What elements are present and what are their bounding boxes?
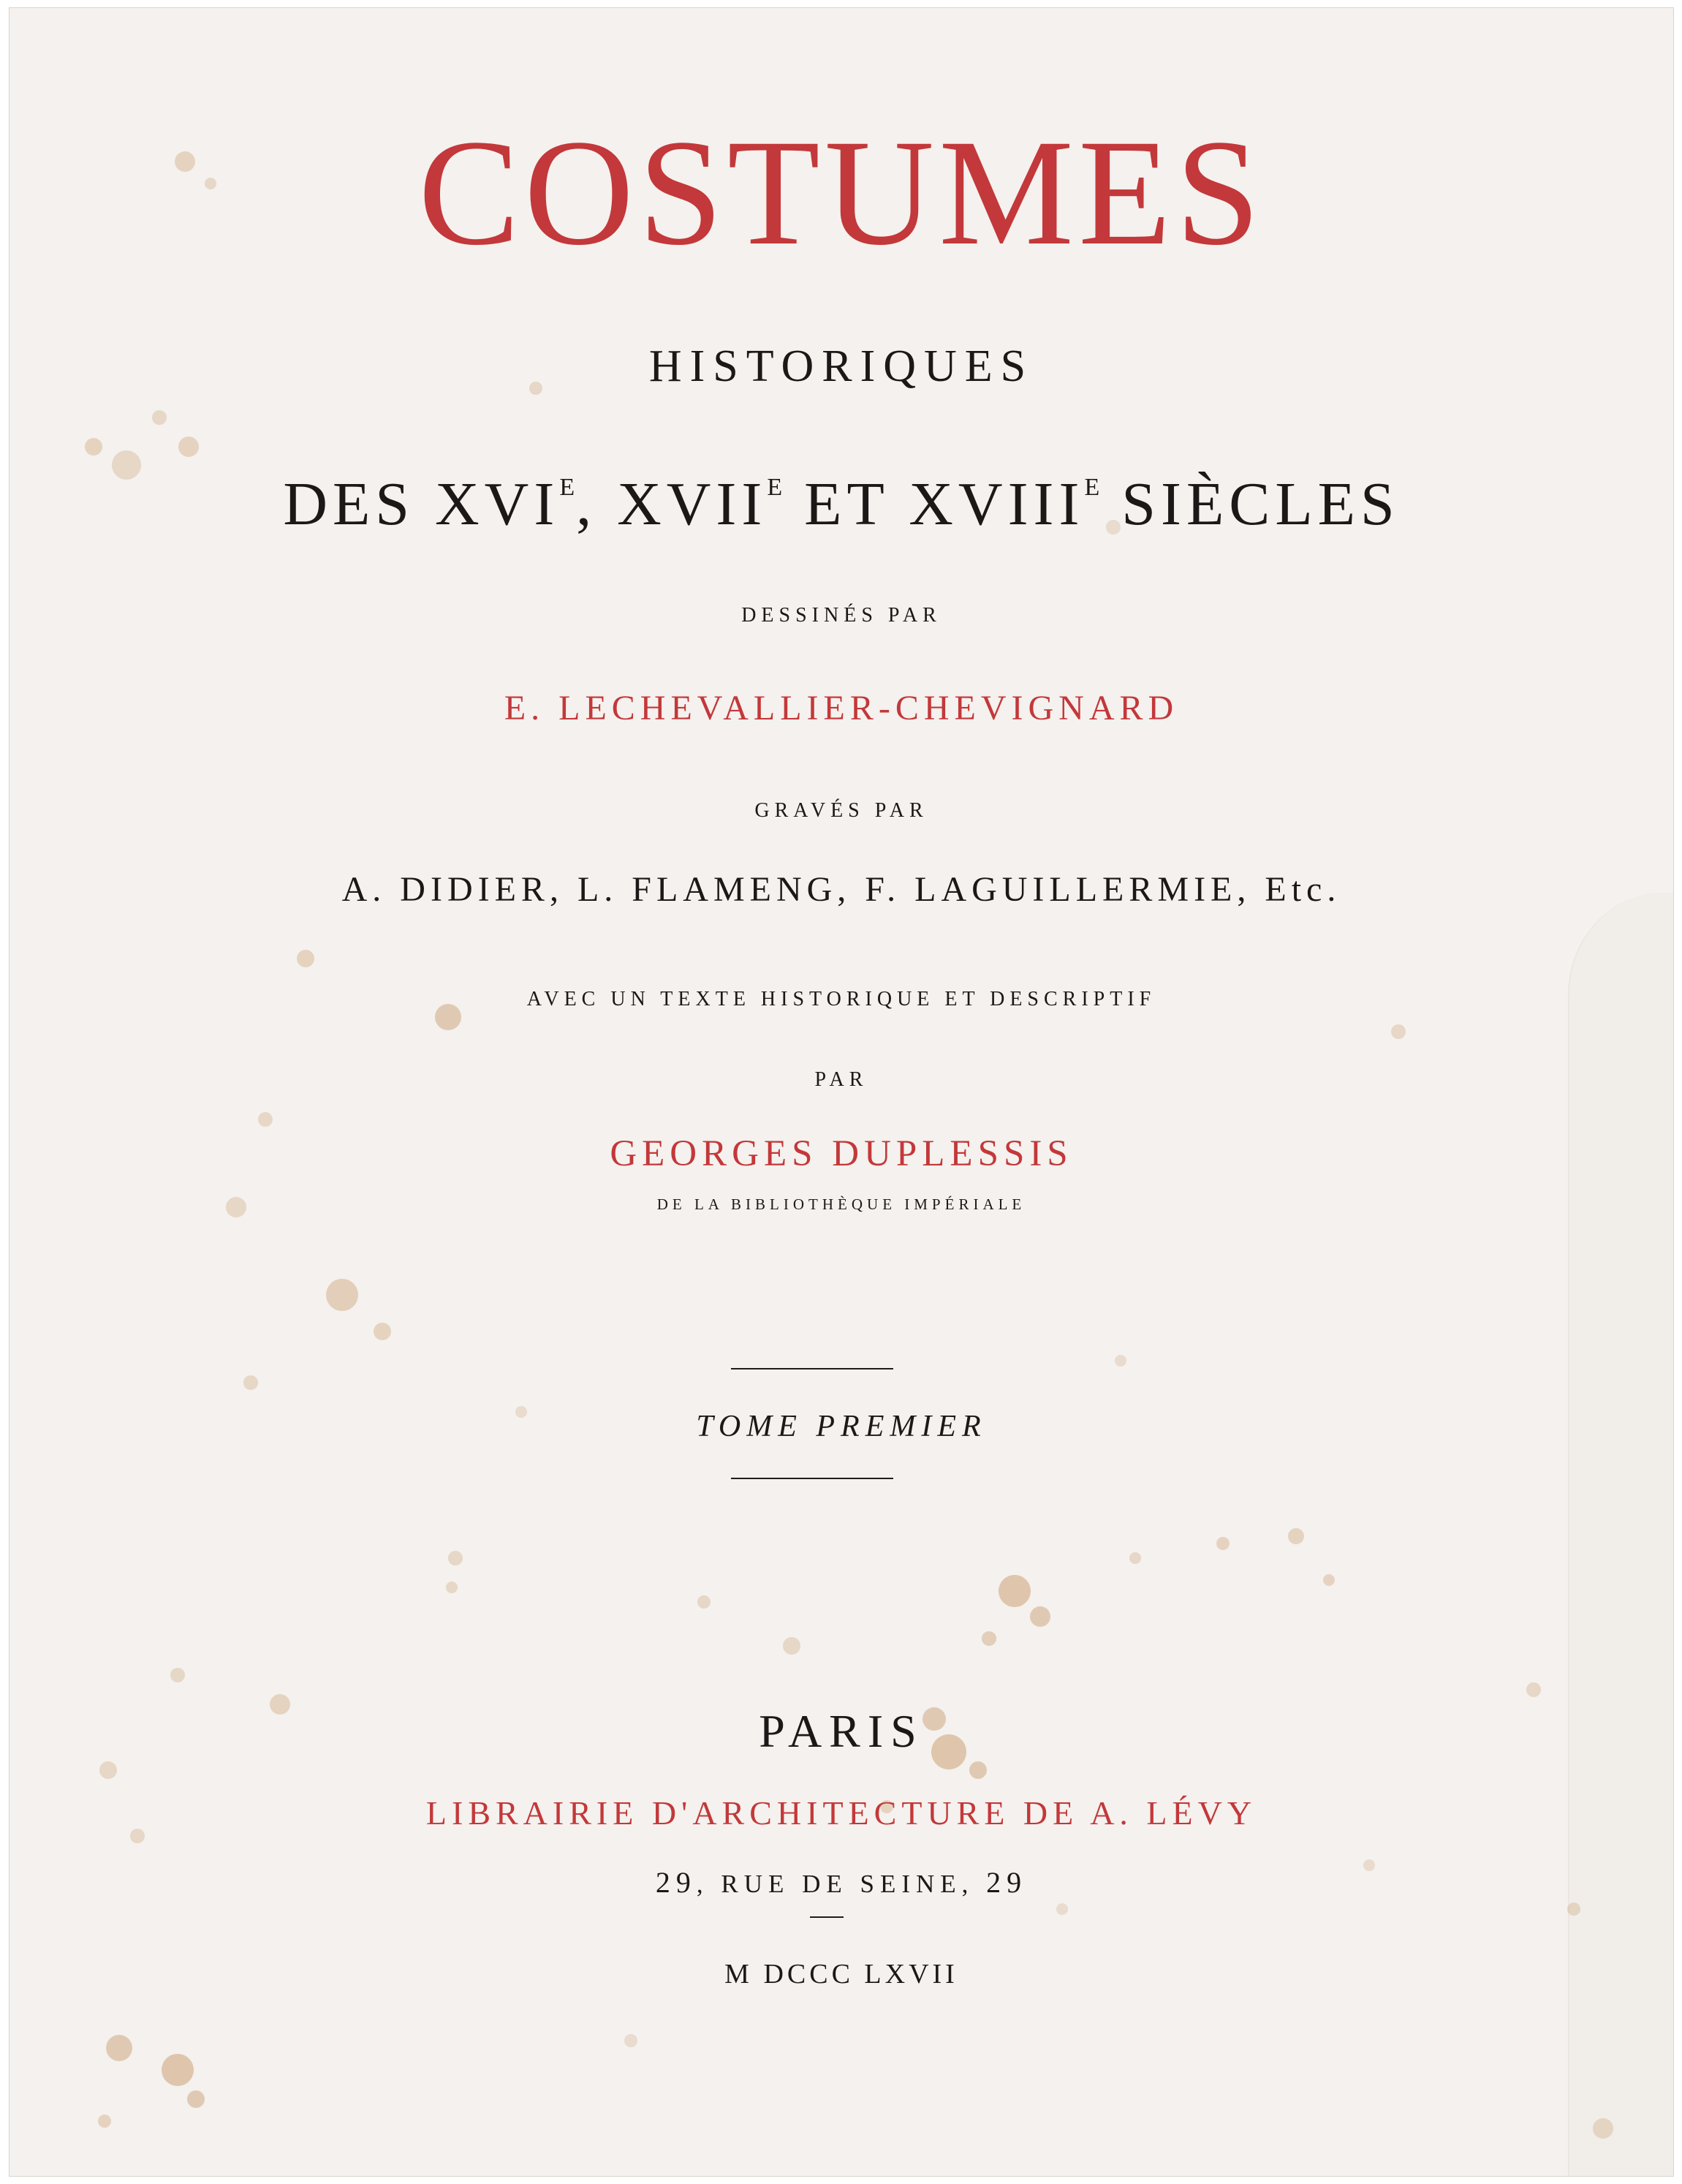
drawn-by-label: DESSINÉS PAR bbox=[741, 604, 942, 627]
centuries-part: ET XVIII bbox=[784, 470, 1085, 538]
book-subtitle: HISTORIQUES bbox=[648, 341, 1034, 391]
divider-top bbox=[731, 1368, 893, 1369]
centuries-part: DES XVI bbox=[283, 470, 560, 538]
street-number: 29 bbox=[986, 1866, 1028, 1899]
superscript: E bbox=[559, 474, 577, 501]
illustrator-name: E. LECHEVALLIER-CHEVIGNARD bbox=[504, 689, 1179, 728]
street-name: , RUE DE SEINE, bbox=[696, 1870, 987, 1898]
divider-short bbox=[810, 1916, 844, 1918]
publication-year: M DCCC LXVII bbox=[724, 1959, 958, 1990]
publisher-name: LIBRAIRIE D'ARCHITECTURE DE A. LÉVY bbox=[425, 1794, 1257, 1832]
author-name: GEORGES DUPLESSIS bbox=[610, 1133, 1073, 1174]
centuries-part: , XVII bbox=[576, 470, 768, 538]
publication-city: PARIS bbox=[759, 1705, 924, 1757]
centuries-heading bbox=[10, 469, 1673, 540]
superscript: E bbox=[767, 474, 784, 501]
engraved-by-label: GRAVÉS PAR bbox=[754, 799, 928, 822]
author-affiliation: DE LA BIBLIOTHÈQUE IMPÉRIALE bbox=[656, 1195, 1026, 1213]
centuries-part: SIÈCLES bbox=[1101, 470, 1400, 538]
text-description-label: AVEC UN TEXTE HISTORIQUE ET DESCRIPTIF bbox=[526, 988, 1156, 1010]
par-label: PAR bbox=[814, 1068, 868, 1091]
publisher-address bbox=[10, 1865, 1673, 1900]
superscript: E bbox=[1084, 474, 1102, 501]
foxing-stains bbox=[10, 8, 1673, 2176]
engravers-names: A. DIDIER, L. FLAMENG, F. LAGUILLERMIE, Etc. bbox=[341, 870, 1341, 909]
title-page bbox=[9, 7, 1674, 2177]
divider-bottom bbox=[731, 1478, 893, 1479]
volume-label: TOME PREMIER bbox=[696, 1410, 987, 1443]
street-number: 29 bbox=[655, 1866, 697, 1899]
book-title: COSTUMES bbox=[418, 108, 1265, 276]
